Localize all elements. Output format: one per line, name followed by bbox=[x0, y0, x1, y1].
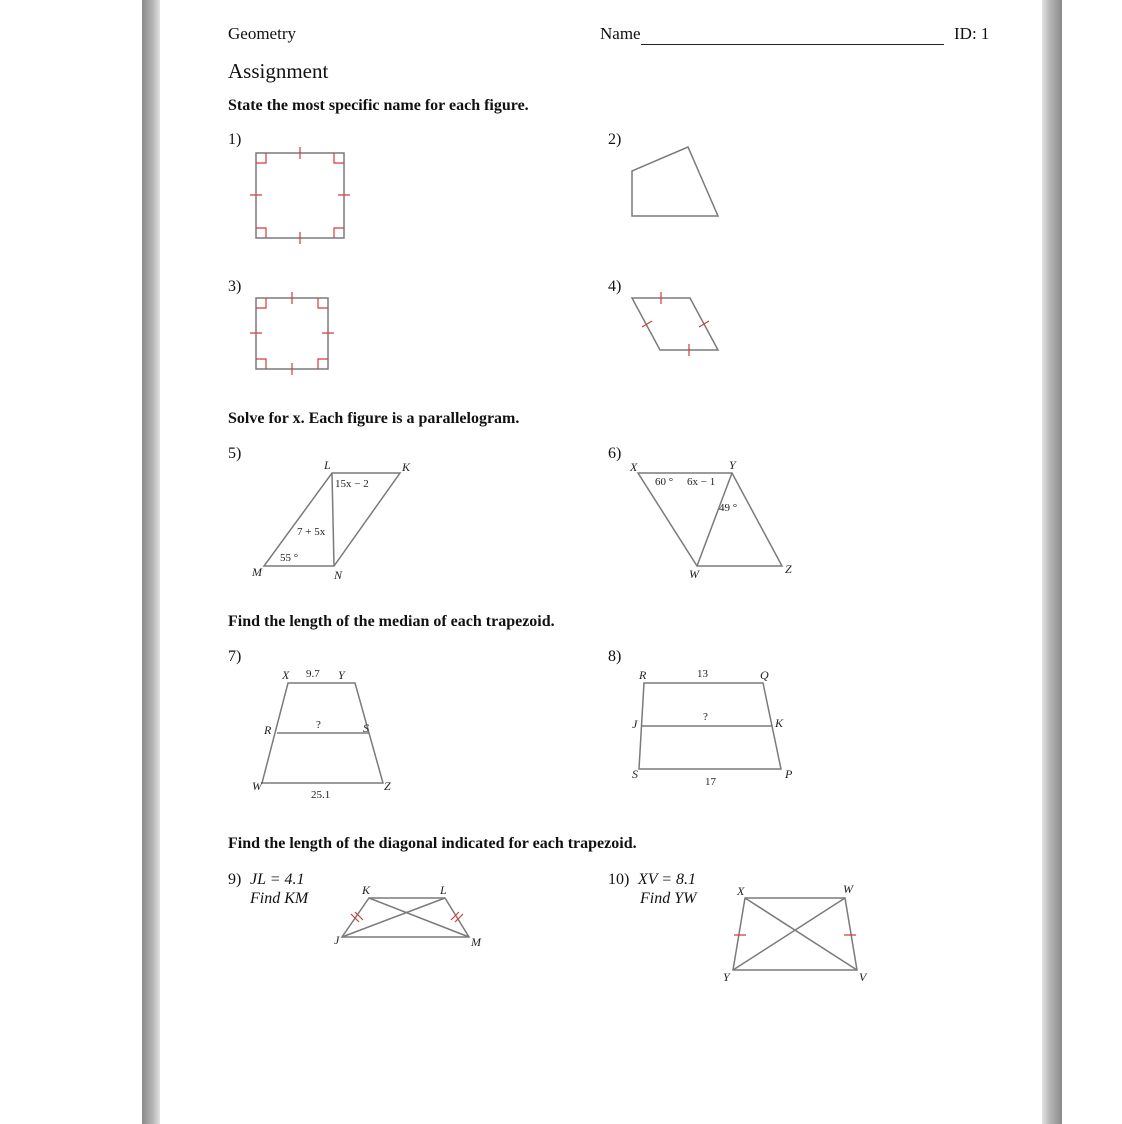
name-label: Name bbox=[600, 24, 641, 43]
figure-1-square bbox=[250, 147, 350, 244]
vertex-label: W bbox=[689, 567, 699, 581]
figure-6-parallelogram bbox=[629, 458, 792, 581]
side-expression: 15x − 2 bbox=[335, 478, 369, 490]
vertex-label: Y bbox=[729, 458, 736, 472]
vertex-label: M bbox=[252, 565, 262, 579]
vertex-label: L bbox=[440, 883, 447, 897]
problem-number: 1) bbox=[228, 131, 242, 148]
figure-7-trapezoid bbox=[252, 668, 391, 801]
vertex-label: W bbox=[252, 779, 262, 793]
vertex-label: K bbox=[775, 716, 784, 730]
document-page bbox=[160, 0, 1042, 1124]
vertex-label: M bbox=[471, 935, 481, 949]
vertex-label: L bbox=[324, 458, 331, 472]
vertex-label: Y bbox=[338, 668, 345, 682]
vertex-label: X bbox=[282, 668, 290, 682]
vertex-label: W bbox=[843, 882, 853, 896]
median-length: ? bbox=[703, 711, 708, 723]
base-length: 17 bbox=[705, 776, 716, 788]
vertex-label: Q bbox=[760, 668, 769, 682]
vertex-label: Z bbox=[785, 562, 792, 576]
side-expression: 7 + 5x bbox=[297, 526, 326, 538]
find-prompt: Find YW bbox=[640, 890, 697, 907]
angle-label: 55 ° bbox=[280, 552, 299, 564]
section-instruction: State the most specific name for each figure. bbox=[228, 97, 529, 114]
figure-3-square bbox=[250, 292, 334, 375]
geometry-figures bbox=[160, 0, 1042, 1124]
median-length: ? bbox=[316, 719, 321, 731]
vertex-label: K bbox=[402, 460, 411, 474]
given-value: XV = 8.1 bbox=[638, 871, 697, 888]
base-length: 9.7 bbox=[306, 668, 320, 680]
vertex-label: N bbox=[334, 568, 343, 582]
find-prompt: Find KM bbox=[250, 890, 309, 907]
vertex-label: R bbox=[639, 668, 647, 682]
id-label: ID: 1 bbox=[954, 24, 990, 43]
section-instruction: Solve for x. Each figure is a parallelogram. bbox=[228, 410, 520, 427]
problem-number: 3) bbox=[228, 278, 242, 295]
problem-number: 2) bbox=[608, 131, 622, 148]
problem-number: 4) bbox=[608, 278, 622, 295]
problem-number: 10) bbox=[608, 871, 630, 888]
figure-5-parallelogram bbox=[251, 458, 411, 582]
base-length: 13 bbox=[697, 668, 708, 680]
vertex-label: S bbox=[632, 767, 638, 781]
angle-label: 49 ° bbox=[719, 502, 738, 514]
section-instruction: Find the length of the median of each trapezoid. bbox=[228, 613, 555, 630]
given-value: JL = 4.1 bbox=[250, 871, 305, 888]
problem-number: 9) bbox=[228, 871, 242, 888]
figure-2-quadrilateral bbox=[632, 147, 718, 216]
page-shadow-right bbox=[1042, 0, 1062, 1124]
vertex-label: J bbox=[334, 933, 340, 947]
problem-number: 5) bbox=[228, 445, 242, 462]
vertex-label: J bbox=[632, 717, 638, 731]
base-length: 25.1 bbox=[311, 789, 331, 801]
side-expression: 6x − 1 bbox=[687, 476, 716, 488]
figure-8-trapezoid bbox=[632, 668, 793, 788]
vertex-label: K bbox=[362, 883, 371, 897]
vertex-label: S bbox=[363, 721, 369, 735]
angle-label: 60 ° bbox=[655, 476, 674, 488]
figure-9-trapezoid bbox=[334, 883, 482, 949]
vertex-label: X bbox=[737, 884, 745, 898]
window-background-left bbox=[0, 0, 142, 1124]
figure-4-rhombus bbox=[632, 292, 718, 356]
window-background-right bbox=[1062, 0, 1122, 1124]
problem-number: 7) bbox=[228, 648, 242, 665]
vertex-label: Z bbox=[384, 779, 391, 793]
problem-number: 8) bbox=[608, 648, 622, 665]
vertex-label: V bbox=[859, 970, 867, 984]
problem-number: 6) bbox=[608, 445, 622, 462]
figure-10-trapezoid bbox=[723, 882, 868, 984]
section-instruction: Find the length of the diagonal indicated for each trapezoid. bbox=[228, 835, 637, 852]
page-shadow-left bbox=[142, 0, 160, 1124]
course-label: Geometry bbox=[228, 24, 296, 43]
vertex-label: R bbox=[264, 723, 272, 737]
vertex-label: P bbox=[785, 767, 793, 781]
vertex-label: X bbox=[630, 460, 638, 474]
page-title: Assignment bbox=[228, 59, 329, 83]
vertex-label: Y bbox=[723, 970, 730, 984]
